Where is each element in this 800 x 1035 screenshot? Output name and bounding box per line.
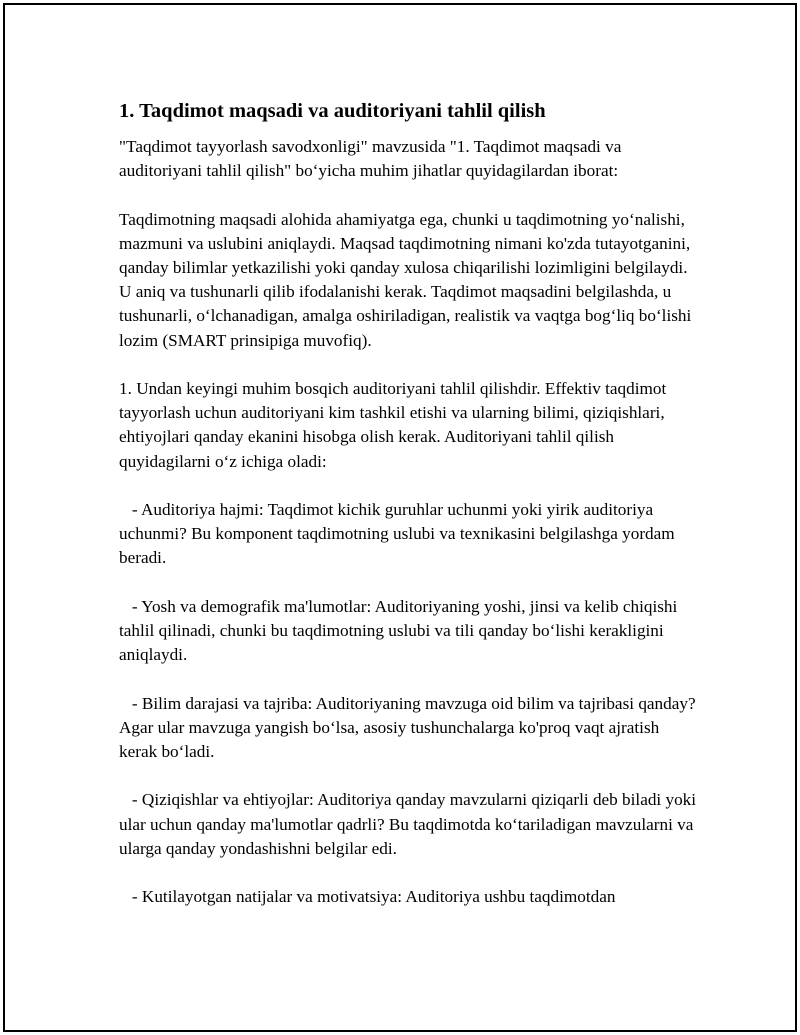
document-heading: 1. Taqdimot maqsadi va auditoriyani tahlil qilish <box>119 100 546 122</box>
document-content <box>119 97 699 934</box>
audience-paragraph: 1. Undan keyingi muhim bosqich auditoriyani tahlil qilishdir. Effektiv taqdimot tayyorlash uchun auditoriyani kim tashkil etishi va ularning bilimi, qiziqishlari, ehtiyojlari qanday ekanini hisobga olish kerak. Auditoriyani tahlil qilish quyidagilarni o‘z ichiga oladi: <box>119 379 671 471</box>
intro-paragraph: "Taqdimot tayyorlash savodxonligi" mavzusida "1. Taqdimot maqsadi va auditoriyani tahlil qilish" bo‘yicha muhim jihatlar quyidagilardan iborat: <box>119 137 626 181</box>
bullet-expected-results: - Kutilayotgan natijalar va motivatsiya: Auditoriya ushbu taqdimotdan <box>119 887 616 907</box>
purpose-paragraph: Taqdimotning maqsadi alohida ahamiyatga ega, chunki u taqdimotning yo‘nalishi, mazmuni va uslubini aniqlaydi. Maqsad taqdimotning nimani ko'zda tutayotganini, qanday bilimlar yetkazilishi yoki qanday xulosa chiqarilishi lozimligini belgilaydi. U aniq va tushunarli qilib ifodalanishi kerak. Taqdimot maqsadini belgilashda, u tushunarli, o‘lchanadigan, amalga oshiriladigan, realistik va vaqtga bog‘liq bo‘lishi lozim (SMART prinsipiga muvofiq). <box>119 209 696 350</box>
document-page <box>3 3 797 1032</box>
bullet-knowledge-level: - Bilim darajasi va tajriba: Auditoriyaning mavzuga oid bilim va tajribasi qanday? Agar ular mavzuga yangish bo‘lsa, asosiy tushunchalarga ko'proq vaqt ajratish kerak bo‘ladi. <box>119 693 699 761</box>
bullet-interests-needs: - Qiziqishlar va ehtiyojlar: Auditoriya qanday mavzularni qiziqarli deb biladi yoki ular uchun qanday ma'lumotlar qadrli? Bu taqdimotda ko‘tariladigan mavzularni va ularga qanday yondashishni belgilar edi. <box>119 790 701 858</box>
bullet-audience-size: - Auditoriya hajmi: Taqdimot kichik guruhlar uchunmi yoki yirik auditoriya uchunmi? Bu komponent taqdimotning uslubi va texnikasini belgilashga yordam beradi. <box>119 500 679 568</box>
bullet-demographics: - Yosh va demografik ma'lumotlar: Auditoriyaning yoshi, jinsi va kelib chiqishi tahlil qilinadi, chunki bu taqdimotning uslubi va tili qanday bo‘lishi kerakligini aniqlaydi. <box>119 596 682 665</box>
